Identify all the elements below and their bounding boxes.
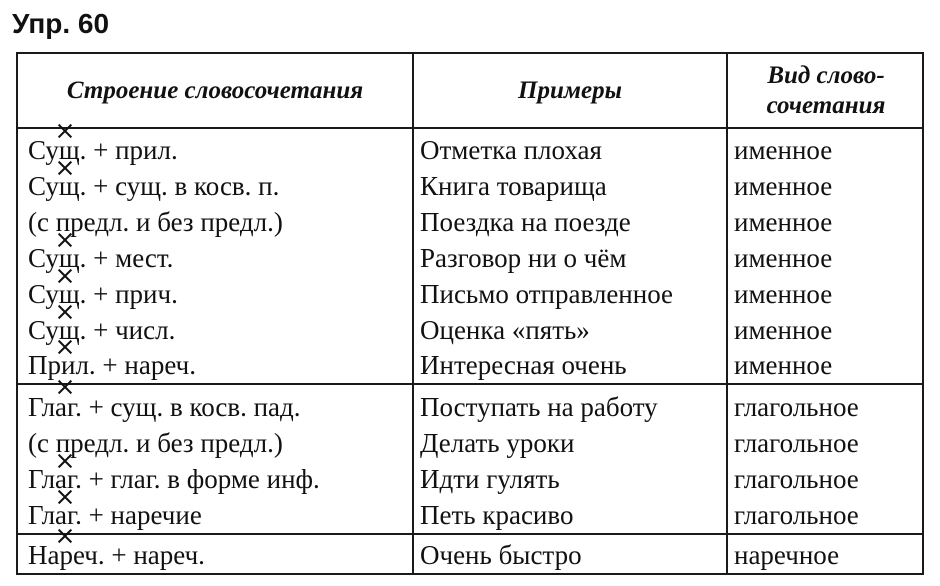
main-word-mark: [58, 380, 72, 394]
row-structure: Нареч. + нареч.: [28, 540, 205, 570]
row-type: именное: [734, 315, 833, 345]
row-type: глагольное: [734, 464, 859, 494]
main-word-mark: [58, 269, 72, 283]
row-type: именное: [734, 171, 833, 201]
row-structure: Сущ. + прич.: [28, 279, 178, 309]
row-structure: Глаг. + сущ. в косв. пад.: [28, 392, 301, 422]
main-word-mark: [58, 529, 72, 543]
row-type: глагольное: [734, 428, 859, 458]
row-example: Поступать на работу: [420, 392, 658, 422]
group-divider: [18, 383, 922, 385]
main-word-mark: [58, 124, 72, 138]
row-structure: (с предл. и без предл.): [28, 207, 283, 237]
column-divider: [726, 54, 728, 573]
row-structure: Глаг. + наречие: [28, 500, 202, 530]
header-type: [728, 54, 924, 127]
row-example: Идти гулять: [420, 464, 560, 494]
row-structure: Прил. + нареч.: [28, 350, 196, 380]
exercise-title: Упр. 60: [12, 8, 110, 39]
row-type: наречное: [734, 540, 840, 570]
column-divider: [412, 54, 414, 573]
row-structure: Сущ. + сущ. в косв. п.: [28, 171, 280, 201]
header-divider: [18, 127, 922, 129]
row-type: именное: [734, 207, 833, 237]
row-structure: (с предл. и без предл.): [28, 428, 283, 458]
row-structure: Сущ. + прил.: [28, 135, 178, 165]
row-example: Очень быстро: [420, 540, 582, 570]
row-example: Оценка «пять»: [420, 315, 590, 345]
row-example: Книга товарища: [420, 171, 607, 201]
row-example: Петь красиво: [420, 500, 574, 530]
row-example: Письмо отправленное: [420, 279, 674, 309]
row-example: Отметка плохая: [420, 135, 602, 165]
main-word-mark: [58, 454, 72, 468]
header-type-line1: Вид слово-: [767, 61, 885, 89]
row-type: именное: [734, 135, 833, 165]
row-type: именное: [734, 243, 833, 273]
header-structure: Строение словосочетания: [66, 76, 364, 104]
row-type: глагольное: [734, 500, 859, 530]
group-divider: [18, 533, 922, 535]
header-examples: Примеры: [518, 76, 622, 104]
main-word-mark: [58, 490, 72, 504]
row-example: Интересная очень: [420, 350, 627, 380]
row-example: Разговор ни о чём: [420, 243, 627, 273]
header-type-line2: сочетания: [766, 91, 886, 119]
row-type: глагольное: [734, 392, 859, 422]
row-structure: Сущ. + числ.: [28, 315, 176, 345]
row-type: именное: [734, 279, 833, 309]
phrase-table: [16, 52, 924, 575]
main-word-mark: [58, 161, 72, 175]
row-structure: Сущ. + мест.: [28, 243, 174, 273]
main-word-mark: [58, 233, 72, 247]
main-word-mark: [58, 340, 72, 354]
row-type: именное: [734, 350, 833, 380]
row-structure: Глаг. + глаг. в форме инф.: [28, 464, 320, 494]
row-example: Поездка на поезде: [420, 207, 631, 237]
row-example: Делать уроки: [420, 428, 575, 458]
main-word-mark: [58, 305, 72, 319]
